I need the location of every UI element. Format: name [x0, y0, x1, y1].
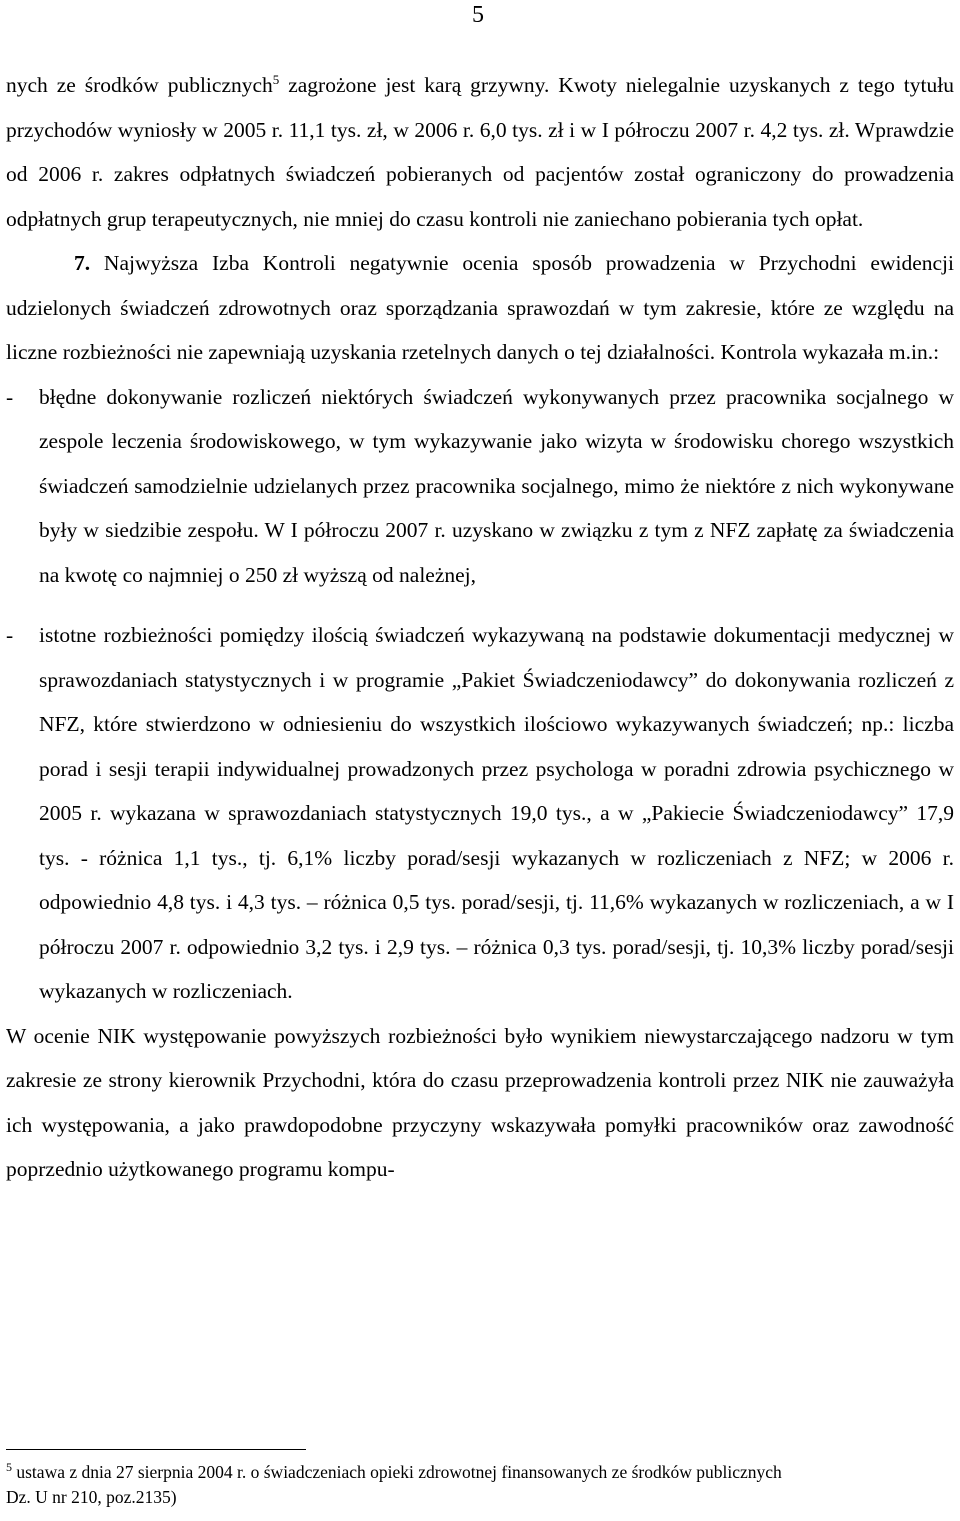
footnote-separator: [6, 1449, 306, 1450]
footnote: [6, 1460, 954, 1510]
paragraph-text: nych ze środków publicznych: [6, 73, 273, 97]
findings-list: [6, 375, 954, 1014]
paragraph-text: zagrożone jest karą grzywny. Kwoty nielegalnie uzyskanych z tego tytułu przychodów wyniosły w 2005 r. 11,1 tys. zł, w 2006 r. 6,0 tys. zł i w I półroczu 2007 r. 4,2 tys. zł. Wprawdzie od 2006 r. zakres odpłatnych świadczeń pobieranych od pacjentów został ograniczony do prowadzenia odpłatnych grup terapeutycznych, nie mniej do czasu kontroli nie zaniechano pobierania tych opłat.: [6, 73, 954, 231]
footnote-marker: 5: [6, 1460, 12, 1475]
list-item-text: istotne rozbieżności pomiędzy ilością świadczeń wykazywaną na podstawie dokumentacji medycznej w sprawozdaniach statystycznych i w programie „Pakiet Świadczeniodawcy” do dokonywania rozliczeń z NFZ, które stwierdzono w odniesieniu do wszystkich ilościowo wykazywanych świadczeń; np.: liczba porad i sesji terapii indywidualnej prowadzonych przez psychologa w poradni zdrowia psychicznego w 2005 r. wykazana w sprawozdaniach statystycznych 19,0 tys., a w „Pakiecie Świadczeniodawcy” 17,9 tys. - różnica 1,1 tys., tj. 6,1% liczby porad/sesji wykazanych w rozliczeniach z NFZ; w 2006 r. odpowiednio 4,8 tys. i 4,3 tys. – różnica 0,5 tys. porad/sesji, tj. 11,6% wykazanych w rozliczeniach, a w I półroczu 2007 r. odpowiednio 3,2 tys. i 2,9 tys. – różnica 0,3 tys. porad/sesji, tj. 10,3% liczby porad/sesji wykazanych w rozliczeniach.: [39, 623, 954, 1003]
footnote-reference: 5: [272, 71, 280, 87]
footnote-line: Dz. U nr 210, poz.2135): [6, 1487, 177, 1507]
list-dash: -: [6, 384, 14, 409]
paragraph-number: 7.: [74, 251, 91, 275]
paragraph-assessment: W ocenie NIK występowanie powyższych rozbieżności było wynikiem niewystarczającego nadzoru w tym zakresie ze strony kierownik Przychodni, która do czasu przeprowadzenia kontroli przez NIK nie zauważyła ich występowania, a jako prawdopodobne przyczyny wskazywała pomyłki pracowników oraz zawodność poprzednio użytkowanego programu kompu-: [6, 1023, 954, 1181]
footnote-text: ustawa z dnia 27 sierpnia 2004 r. o świadczeniach opieki zdrowotnej finansowanych ze środków publicznych: [12, 1462, 782, 1482]
list-dash: -: [6, 623, 14, 647]
paragraph-text: Najwyższa Izba Kontroli negatywnie ocenia sposób prowadzenia w Przychodni ewidencji udzielonych świadczeń zdrowotnych oraz sporządzania sprawozdań w tym zakresie, które ze względu na liczne rozbieżności nie zapewniają uzyskania rzetelnych danych o tej działalności. Kontrola wykazała m.in.:: [6, 251, 954, 364]
paragraph-7: [6, 241, 954, 375]
list-item-text: błędne dokonywanie rozliczeń niektórych świadczeń wykonywanych przez pracownika socjalnego w zespole leczenia środowiskowego, w tym wykazywanie jako wizyta w środowisku chorego wszystkich świadczeń samodzielnie udzielanych przez pracownika socjalnego, mimo że niektóre z nich wykonywane były w siedzibie zespołu. W I półroczu 2007 r. uzyskano w związku z tym z NFZ zapłatę za świadczenia na kwotę co najmniej o 250 zł wyższą od należnej,: [39, 384, 954, 587]
document-body: [6, 63, 954, 1192]
list-item: [6, 375, 954, 598]
page-number: 5: [472, 2, 484, 28]
footnote-line: [6, 1460, 954, 1485]
list-item: [6, 613, 954, 1014]
paragraph-continuation: [6, 63, 954, 241]
